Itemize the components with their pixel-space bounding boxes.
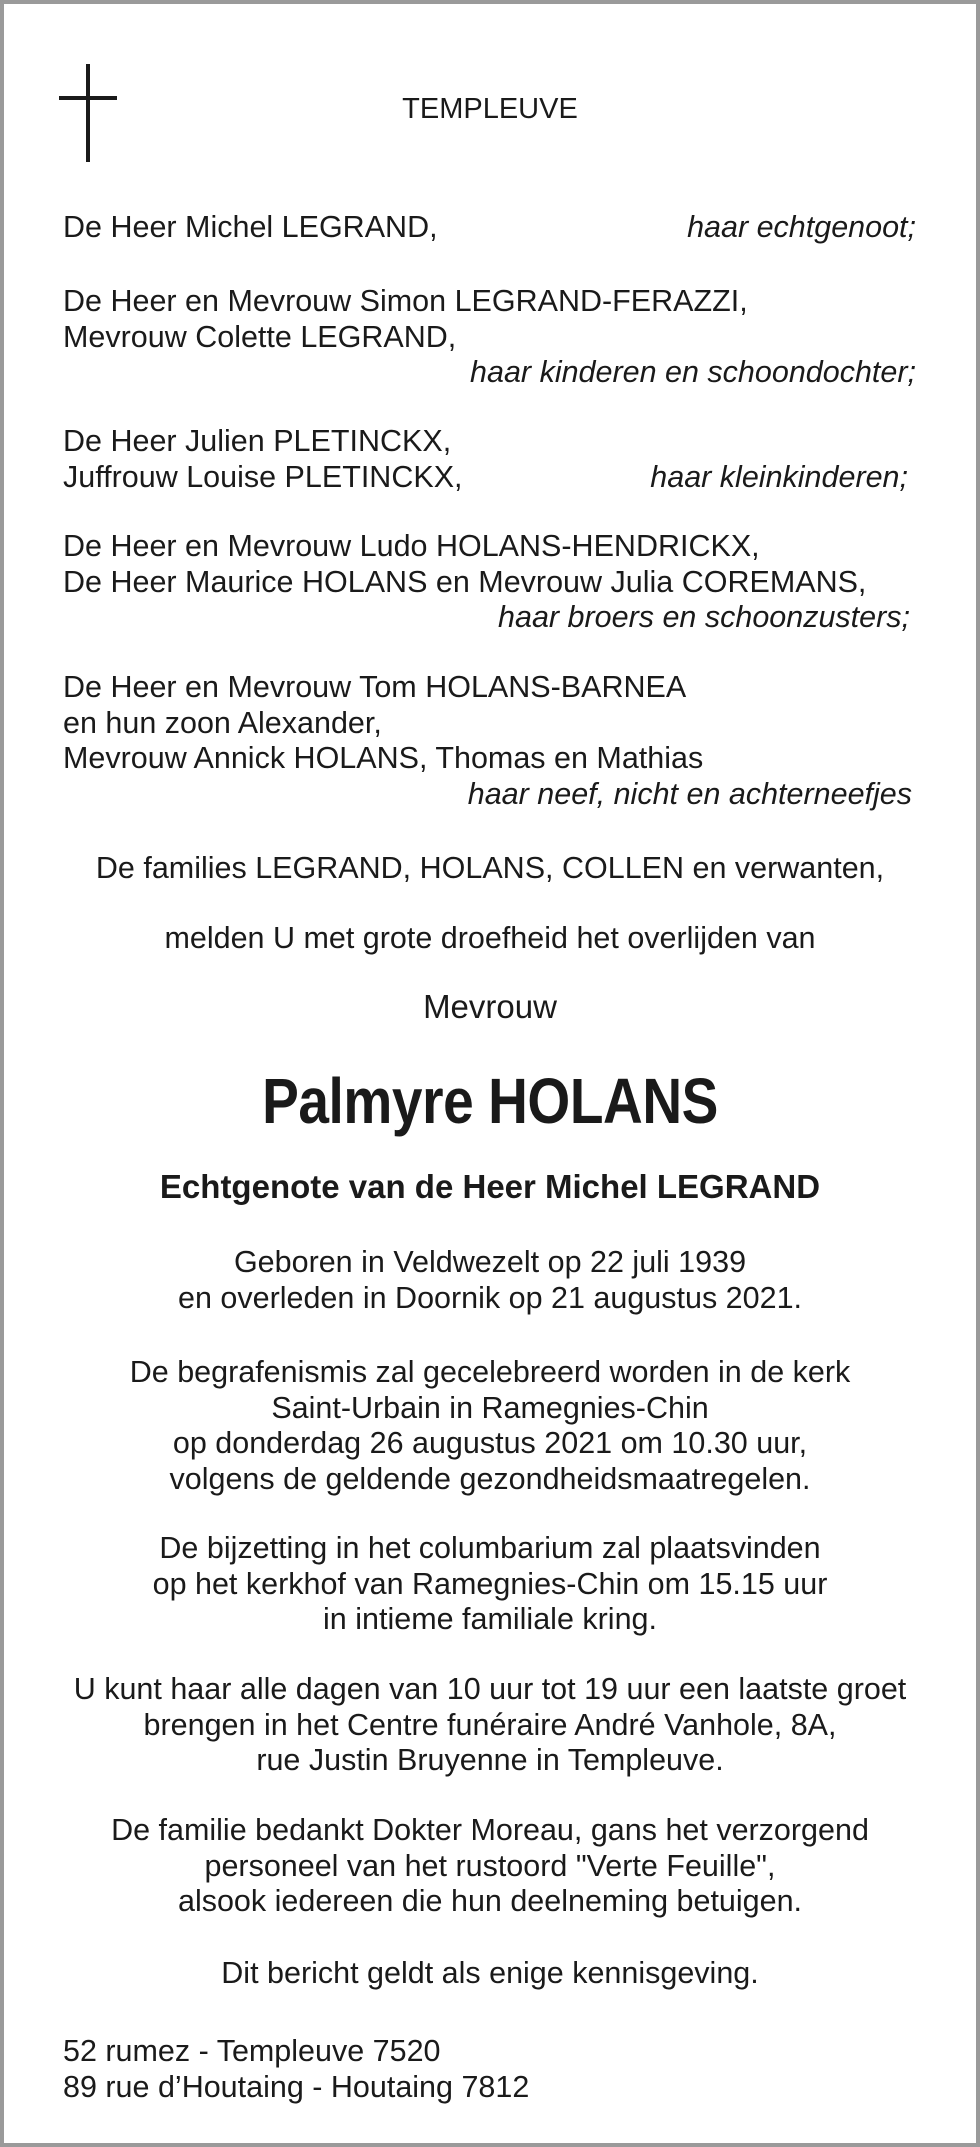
nephew-line: en hun zoon Alexander, — [63, 705, 382, 740]
text-line: Saint-Urbain in Ramegnies-Chin — [271, 1390, 709, 1425]
siblings-role: haar broers en schoonzusters; — [498, 600, 910, 634]
text-line: Geboren in Veldwezelt op 22 juli 1939 — [233, 1245, 747, 1279]
children-line: De Heer en Mevrouw Simon LEGRAND-FERAZZI, — [63, 284, 748, 318]
grandchild-line: Juffrouw Louise PLETINCKX, — [63, 460, 463, 494]
nephew-line: De Heer en Mevrouw Tom HOLANS-BARNEA — [63, 670, 687, 704]
interment-block — [4, 1531, 976, 1638]
siblings-list — [63, 529, 866, 600]
text-line: rue Justin Bruyenne in Templeuve. — [256, 1743, 724, 1777]
visitation-block — [4, 1672, 976, 1779]
text-line: volgens de geldende gezondheidsmaatregelen. — [169, 1461, 811, 1496]
announcement-intro: melden U met grote droefheid het overlijden van — [164, 921, 816, 955]
sibling-line: De Heer Maurice HOLANS en Mevrouw Julia COREMANS, — [63, 564, 867, 599]
city-heading: TEMPLEUVE — [402, 93, 578, 125]
deceased-name: Palmyre HOLANS — [262, 1065, 718, 1137]
address-line: 89 rue d’Houtaing - Houtaing 7812 — [63, 2069, 530, 2104]
nephews-list — [63, 670, 703, 777]
text-line: en overleden in Doornik op 21 augustus 2021. — [178, 1280, 802, 1315]
nephew-line: Mevrouw Annick HOLANS, Thomas en Mathias — [63, 741, 704, 775]
grandchildren-role: haar kleinkinderen; — [650, 460, 908, 494]
text-line: op het kerkhof van Ramegnies-Chin om 15.15 uur — [152, 1566, 828, 1601]
text-line: U kunt haar alle dagen van 10 uur tot 19 uur een laatste groet — [73, 1672, 907, 1706]
children-role: haar kinderen en schoondochter; — [470, 355, 916, 389]
addresses-block — [63, 2034, 529, 2105]
text-line: op donderdag 26 augustus 2021 om 10.30 uur, — [172, 1426, 808, 1460]
spouse-name: De Heer Michel LEGRAND, — [63, 210, 438, 244]
families-line: De families LEGRAND, HOLANS, COLLEN en verwanten, — [95, 851, 885, 885]
birth-death-block — [4, 1245, 976, 1316]
text-line: personeel van het rustoord "Verte Feuille", — [204, 1848, 776, 1883]
funeral-block — [4, 1355, 976, 1497]
text-line: alsook iedereen die hun deelneming betuigen. — [177, 1884, 803, 1918]
text-line: De familie bedankt Dokter Moreau, gans het verzorgend — [111, 1813, 869, 1847]
notice-line: Dit bericht geldt als enige kennisgeving. — [221, 1956, 759, 1990]
address-line: 52 rumez - Templeuve 7520 — [63, 2034, 441, 2068]
text-line: De bijzetting in het columbarium zal plaatsvinden — [159, 1531, 821, 1565]
spouse-role: haar echtgenoot; — [687, 210, 916, 244]
title-mevrouw: Mevrouw — [423, 988, 557, 1025]
grandchild-line: De Heer Julien PLETINCKX, — [63, 424, 452, 458]
sibling-line: De Heer en Mevrouw Ludo HOLANS-HENDRICKX, — [63, 529, 760, 563]
children-line: Mevrouw Colette LEGRAND, — [63, 319, 457, 354]
thanks-block — [4, 1813, 976, 1920]
children-list — [63, 284, 748, 355]
spouse-subtitle: Echtgenote van de Heer Michel LEGRAND — [159, 1168, 821, 1205]
text-line: De begrafenismis zal gecelebreerd worden in de kerk — [129, 1355, 851, 1389]
text-line: brengen in het Centre funéraire André Vanhole, 8A, — [143, 1707, 837, 1742]
nephews-role: haar neef, nicht en achterneefjes — [467, 777, 912, 811]
text-line: in intieme familiale kring. — [323, 1602, 657, 1636]
